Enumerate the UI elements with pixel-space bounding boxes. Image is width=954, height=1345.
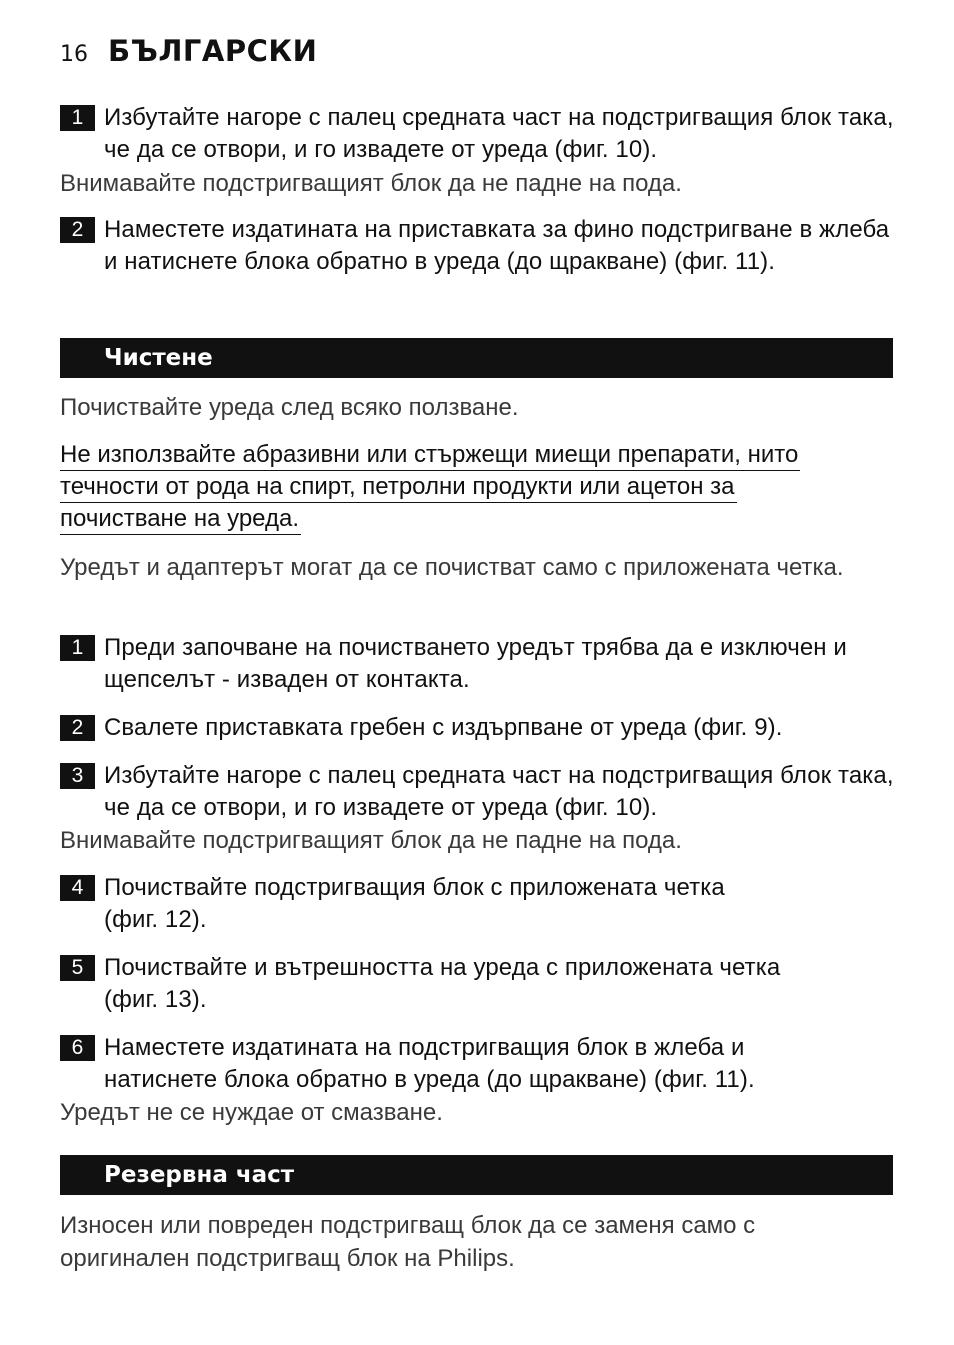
section-heading-spare-part: Резервна част [60, 1155, 893, 1195]
step-text: Преди започване на почистването уредът трябва да е изключен и щепселът - изваден от контакта. [104, 634, 847, 693]
cleaning-step-1 [60, 632, 900, 696]
step-number: 1 [60, 105, 95, 131]
intro-note: Внимавайте подстригващият блок да не падне на пода. [60, 170, 682, 197]
cleaning-step-4 [60, 872, 900, 936]
step-number: 4 [60, 875, 95, 901]
step-number: 5 [60, 955, 95, 981]
cleaning-warning [60, 439, 900, 535]
warning-line: Не използвайте абразивни или стържещи миещи препарати, нито [60, 439, 800, 471]
step-number: 2 [60, 715, 95, 741]
cleaning-step-5 [60, 952, 900, 1016]
cleaning-step-3 [60, 760, 900, 824]
warning-line: почистване на уреда. [60, 503, 301, 535]
step-number: 6 [60, 1035, 95, 1061]
cleaning-intro: Почиствайте уреда след всяко ползване. [60, 394, 519, 421]
cleaning-step-6 [60, 1032, 900, 1096]
step-text: Наместете издатината на подстригващия блок в жлеба и натиснете блока обратно в уреда (до щракване) (фиг. 11). [104, 1034, 755, 1093]
cleaning-note: Уредът и адаптерът могат да се почистват само с приложената четка. [60, 554, 844, 581]
warning-line: течности от рода на спирт, петролни продукти или ацетон за [60, 471, 737, 503]
cleaning-step-2 [60, 712, 900, 744]
intro-step-2 [60, 214, 900, 278]
step-number: 3 [60, 763, 95, 789]
intro-step-1 [60, 102, 900, 166]
step-number: 2 [60, 217, 95, 243]
section-heading-cleaning: Чистене [60, 338, 893, 378]
spare-part-text: Износен или повреден подстригващ блок да се заменя само с оригинален подстригващ блок на Philips. [60, 1212, 756, 1272]
step-text: Почиствайте подстригващия блок с приложената четка (фиг. 12). [104, 874, 725, 933]
step3-note: Внимавайте подстригващият блок да не падне на пода. [60, 827, 682, 854]
final-note: Уредът не се нуждае от смазване. [60, 1099, 443, 1126]
step-text: Наместете издатината на приставката за фино подстригване в жлеба и натиснете блока обратно в уреда (до щракване) (фиг. 11). [104, 216, 890, 275]
step-number: 1 [60, 635, 95, 661]
step-text: Избутайте нагоре с палец средната част на подстригващия блок така, че да се отвори, и го извадете от уреда (фиг. 10). [104, 762, 894, 821]
step-text: Избутайте нагоре с палец средната част на подстригващия блок така, че да се отвори, и го извадете от уреда (фиг. 10). [104, 104, 894, 163]
page-header [60, 34, 317, 74]
step-text: Свалете приставката гребен с издърпване от уреда (фиг. 9). [104, 714, 783, 741]
step-text: Почиствайте и вътрешността на уреда с приложената четка (фиг. 13). [104, 954, 781, 1013]
page-number: 16 [60, 42, 88, 67]
language-title: БЪЛГАРСКИ [108, 34, 318, 68]
